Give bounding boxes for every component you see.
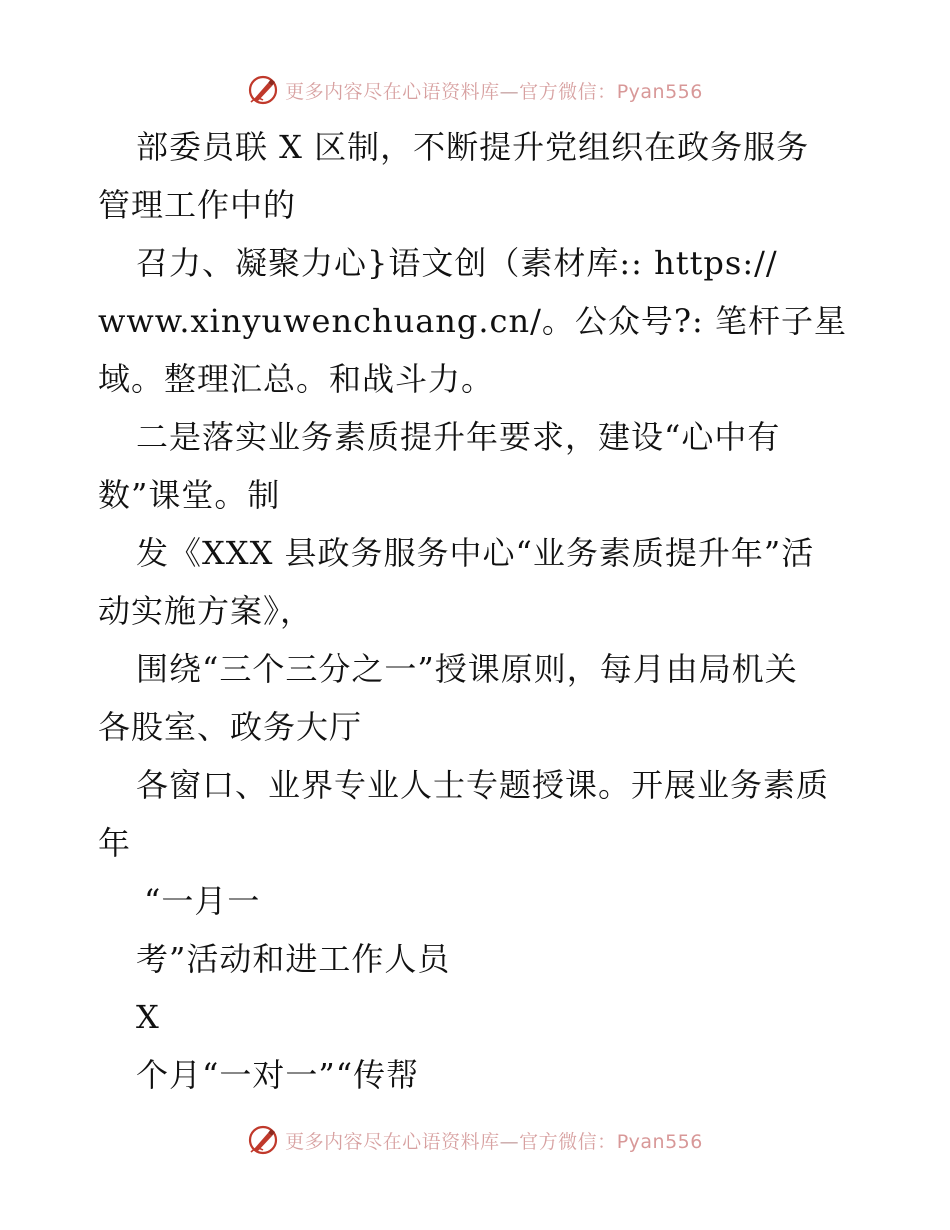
document-body [98,118,858,1104]
watermark-main: 更多内容尽在心语资料库 [285,1130,500,1153]
text-line: 个月“一对一”“传帮 [136,1056,420,1094]
watermark-separator: — [499,1130,520,1153]
watermark-main: 更多内容尽在心语资料库 [285,80,500,103]
text-line: 部委员联 X 区制，不断提升党组织在政务服务 [136,128,810,166]
text-line: “一月一 [144,882,261,920]
watermark-text [285,1127,703,1154]
pen-logo-icon [247,74,279,106]
text-line: 二是落实业务素质提升年要求，建设“心中有 [136,418,781,456]
text-line: 域。整理汇总。和战斗力。 [98,360,495,398]
watermark-account-id: Pyan556 [616,1130,703,1153]
pen-logo-icon [247,1124,279,1156]
watermark-account-label: 官方微信： [519,1130,617,1153]
text-line: 发《XXX 县政务服务中心“业务素质提升年”活 [136,534,815,572]
watermark-account-label: 官方微信： [519,80,617,103]
text-line: 召力、凝聚力心}语文创（素材库:: https:// [136,244,778,282]
text-line: 各窗口、业界专业人士专题授课。开展业务素质 [136,766,830,804]
text-line: www.xinyuwenchuang.cn/。公众号?: 笔杆子星 [98,302,847,340]
watermark-account-id: Pyan556 [616,80,703,103]
text-line: 考”活动和进工作人员 [136,940,451,978]
text-line: 年 [98,824,132,862]
text-line: 动实施方案》， [98,592,314,630]
watermark-text [285,77,703,104]
header-watermark-banner [0,70,950,110]
text-line: 围绕“三个三分之一”授课原则，每月由局机关 [136,650,798,688]
text-line: 管理工作中的 [98,186,297,224]
text-line: 数”课堂。制 [98,476,281,514]
footer-watermark-banner [0,1120,950,1160]
text-line: X [136,998,160,1036]
text-line: 各股室、政务大厅 [98,708,363,746]
watermark-separator: — [499,80,520,103]
